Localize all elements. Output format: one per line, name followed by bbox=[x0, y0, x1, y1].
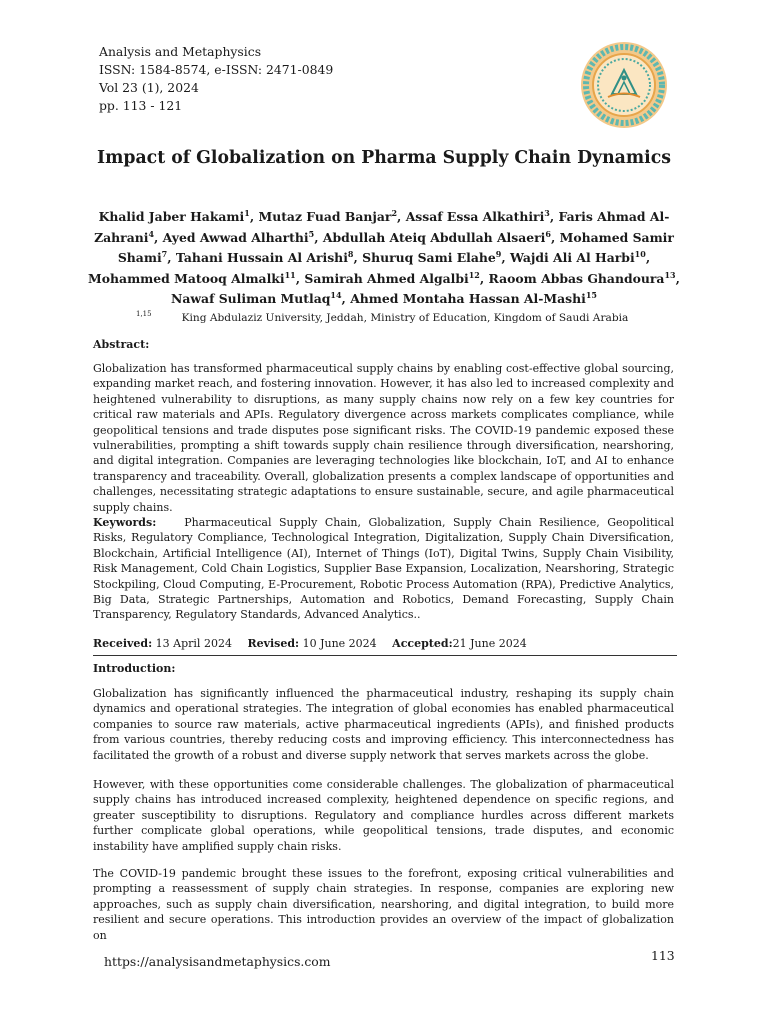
affiliation-marker: 1,15 bbox=[136, 310, 152, 318]
accepted-date: 21 June 2024 bbox=[452, 637, 527, 650]
author bbox=[304, 271, 488, 286]
author bbox=[510, 250, 650, 265]
author-name: Mutaz Fuad Banjar bbox=[258, 209, 392, 224]
keywords-label: Keywords: bbox=[93, 516, 157, 529]
abstract-text: Globalization has transformed pharmaceutical supply chains by enabling cost-effective global sourcing, expanding market reach, and fostering innovation. However, it has also led to increased complexity and heightened vulnerability to disruptions, as many supply chains now rely on a few key countries for critical raw materials and APIs. Regulatory divergence across markets complicates compliance, while geopolitical tensions and trade disputes pose significant risks. The COVID-19 pandemic exposed these vulnerabilities, prompting a shift towards supply chain resilience through diversification, nearshoring, and digital integration. Companies are leveraging technologies like blockchain, IoT, and AI to enhance transparency and traceability. Overall, globalization presents a complex landscape of opportunities and challenges, necessitating strategic adaptations to ensure sustainable, secure, and agile pharmaceutical supply chains. bbox=[93, 362, 674, 514]
author-name: Abdullah Ateiq Abdullah Alsaeri bbox=[322, 229, 546, 245]
author-name: Wajdi Ali Al Harbi bbox=[510, 250, 635, 266]
author-separator: , bbox=[645, 250, 651, 266]
author-affiliation-marker: 12 bbox=[468, 269, 480, 280]
intro-paragraph: The COVID-19 pandemic brought these issues to the forefront, exposing critical vulnerabilities and prompting a reassessment of supply chain strategies. In response, companies are exploring new approaches, such as supply chain diversification, nearshoring, and digital integration, to build more resilient and secure operations. This introduction provides an overview of the impact of globalization on bbox=[93, 867, 674, 942]
journal-seal-icon bbox=[574, 40, 674, 130]
journal-pages: pp. 113 - 121 bbox=[99, 98, 183, 113]
author-separator: , bbox=[295, 270, 305, 286]
author-separator: , bbox=[154, 229, 163, 245]
author bbox=[171, 291, 350, 306]
received-date: 13 April 2024 bbox=[155, 637, 232, 650]
author-name: Samirah Ahmed Algalbi bbox=[304, 270, 469, 286]
author-name: Nawaf Suliman Mutlaq bbox=[171, 291, 331, 307]
author-affiliation-marker: 2 bbox=[391, 208, 398, 218]
author-separator: , bbox=[341, 291, 351, 307]
author bbox=[258, 209, 405, 224]
author bbox=[99, 209, 259, 224]
author-separator: , bbox=[397, 209, 406, 224]
author-affiliation-marker: 3 bbox=[544, 208, 550, 218]
author-affiliation-marker: 1 bbox=[244, 208, 250, 218]
author-affiliation-marker: 11 bbox=[284, 269, 296, 280]
section-divider bbox=[93, 655, 677, 656]
introduction-heading: Introduction: bbox=[93, 662, 176, 675]
author-separator: , bbox=[314, 229, 323, 245]
author-affiliation-marker: 5 bbox=[308, 228, 315, 239]
author-separator: , bbox=[675, 270, 680, 286]
footer-url[interactable]: https://analysisandmetaphysics.com bbox=[104, 954, 331, 969]
author-list bbox=[85, 207, 683, 310]
author-separator: , bbox=[479, 270, 489, 286]
keywords bbox=[93, 515, 674, 623]
revised-label: Revised: bbox=[247, 637, 300, 650]
author-name: Raoom Abbas Ghandoura bbox=[488, 270, 665, 286]
intro-paragraph: Globalization has significantly influenced the pharmaceutical industry, reshaping its supply chain dynamics and operational strategies. The integration of global economies has enabled pharmaceutical companies to source raw materials, active pharmaceutical ingredients (APIs), and finished products from various countries, thereby reducing costs and improving efficiency. This interconnectedness has facilitated the growth of a robust and diverse supply network that serves markets across the globe. bbox=[93, 687, 674, 762]
author bbox=[88, 271, 304, 286]
author-name: Ahmed Montaha Hassan Al-Mashi bbox=[350, 291, 586, 307]
keywords-text: Pharmaceutical Supply Chain, Globalization, Supply Chain Resilience, Geopolitical Risks, Regulatory Compliance, Technological Integration, Digitalization, Supply Chain Diversification, Blockchain, Artificial Intelligence (AI), Internet of Things (IoT), Digital Twins, Supply Chain Visibility, Risk Management, Cold Chain Logistics, Supplier Base Expansion, Localization, Nearshoring, Strategic Stockpiling, Cloud Computing, E-Procurement, Robotic Process Automation (RPA), Predictive Analytics, Big Data, Strategic Partnerships, Automation and Robotics, Demand Forecasting, Supply Chain Transparency, Regulatory Standards, Advanced Analytics.. bbox=[93, 516, 674, 622]
abstract-heading: Abstract: bbox=[93, 338, 150, 351]
author-name: Mohammed Matooq Almalki bbox=[88, 270, 285, 286]
author bbox=[362, 250, 510, 265]
author bbox=[176, 250, 362, 265]
received-label: Received: bbox=[93, 637, 153, 650]
author-affiliation-marker: 6 bbox=[545, 228, 551, 239]
author-affiliation-marker: 9 bbox=[495, 249, 502, 260]
author bbox=[406, 209, 559, 224]
author-name: Khalid Jaber Hakami bbox=[98, 209, 245, 224]
author-separator: , bbox=[549, 209, 559, 224]
author-separator: , bbox=[167, 250, 176, 266]
journal-volume: Vol 23 (1), 2024 bbox=[99, 80, 199, 95]
author-affiliation-marker: 4 bbox=[148, 228, 155, 239]
author-name: Faris Ahmad Al-Zahrani bbox=[94, 209, 670, 245]
submission-dates bbox=[93, 637, 527, 650]
author-separator: , bbox=[501, 250, 511, 266]
author-affiliation-marker: 7 bbox=[161, 249, 168, 260]
author-name: Assaf Essa Alkathiri bbox=[405, 209, 545, 224]
author-separator: , bbox=[249, 209, 259, 224]
author-affiliation-marker: 8 bbox=[347, 249, 354, 260]
author-separator: , bbox=[550, 229, 560, 245]
author bbox=[323, 230, 560, 245]
revised-date: 10 June 2024 bbox=[302, 637, 377, 650]
accepted-label: Accepted: bbox=[392, 637, 453, 650]
intro-paragraph: However, with these opportunities come considerable challenges. The globalization of pharmaceutical supply chains has introduced increased complexity, heightened dependence on specific regions, and greater susceptibility to disruptions. Regulatory and compliance hurdles across different markets further complicate global operations, while geopolitical tensions, trade disputes, and economic instability have amplified supply chain risks. bbox=[93, 778, 674, 853]
author-affiliation-marker: 14 bbox=[330, 290, 342, 301]
affiliation bbox=[136, 312, 628, 324]
affiliation-text: King Abdulaziz University, Jeddah, Ministry of Education, Kingdom of Saudi Arabia bbox=[181, 312, 629, 324]
page-number: 113 bbox=[651, 948, 675, 963]
author-separator: , bbox=[353, 250, 363, 266]
author-name: Shuruq Sami Elahe bbox=[362, 250, 496, 266]
author-name: Ayed Awwad Alharthi bbox=[162, 229, 309, 245]
journal-info bbox=[99, 43, 333, 115]
author-affiliation-marker: 10 bbox=[634, 249, 646, 260]
author bbox=[163, 230, 323, 245]
author-name: Tahani Hussain Al Arishi bbox=[175, 250, 348, 266]
author bbox=[350, 291, 597, 306]
journal-issn: ISSN: 1584-8574, e-ISSN: 2471-0849 bbox=[99, 62, 334, 77]
journal-name: Analysis and Metaphysics bbox=[99, 44, 262, 59]
author bbox=[489, 271, 680, 286]
paper-title: Impact of Globalization on Pharma Supply Chain Dynamics bbox=[97, 148, 671, 168]
author-affiliation-marker: 13 bbox=[664, 269, 676, 280]
author-affiliation-marker: 15 bbox=[585, 290, 597, 301]
author-name: Mohamed Samir Shami bbox=[117, 229, 674, 266]
